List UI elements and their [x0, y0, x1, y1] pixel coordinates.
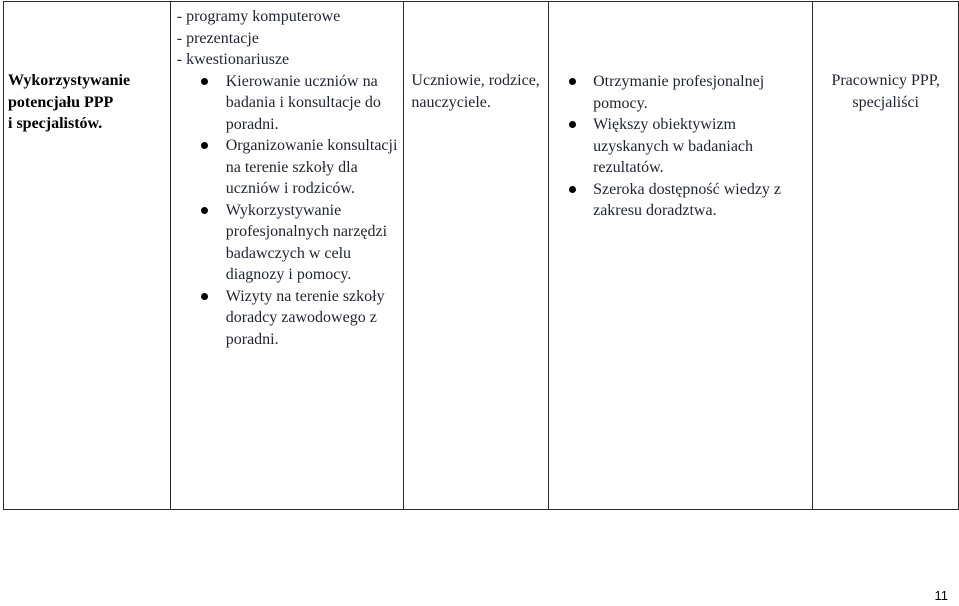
content-table	[3, 1, 959, 510]
area-title-cell	[4, 2, 171, 510]
recipients-text: Uczniowie, rodzice, nauczyciele.	[411, 72, 540, 111]
dash-item: - kwestionariusze	[176, 51, 290, 68]
activities-list	[171, 71, 404, 351]
area-title-line-2: potencjału PPP	[8, 93, 114, 111]
responsible-text: Pracownicy PPP, specjaliści	[831, 72, 940, 111]
page-number: 11	[934, 588, 948, 603]
area-title-line-3: i specjalistów.	[8, 115, 103, 132]
dash-item: - prezentacje	[176, 29, 259, 47]
list-item: Otrzymanie profesjonalnej pomocy.	[549, 71, 812, 114]
recipients-cell	[404, 2, 549, 510]
effects-cell	[549, 2, 813, 510]
list-item: Większy obiektywizm uzyskanych w badaniach rezultatów.	[549, 114, 812, 179]
table-row	[4, 2, 959, 510]
list-item: Wykorzystywanie profesjonalnych narzędzi badawczych w celu diagnozy i pomocy.	[171, 200, 404, 286]
list-item: Wizyty na terenie szkoły doradcy zawodowego z poradni.	[171, 286, 404, 351]
responsible-cell	[813, 2, 959, 510]
activities-cell	[170, 2, 404, 510]
effects-list	[549, 71, 812, 222]
area-title-line-1: Wykorzystywanie	[8, 72, 131, 89]
dash-item: - programy komputerowe	[176, 8, 341, 25]
list-item: Kierowanie uczniów na badania i konsultacje do poradni.	[171, 71, 404, 136]
list-item: Organizowanie konsultacji na terenie szkoły dla uczniów i rodziców.	[171, 135, 404, 200]
list-item: Szeroka dostępność wiedzy z zakresu doradztwa.	[549, 179, 812, 222]
